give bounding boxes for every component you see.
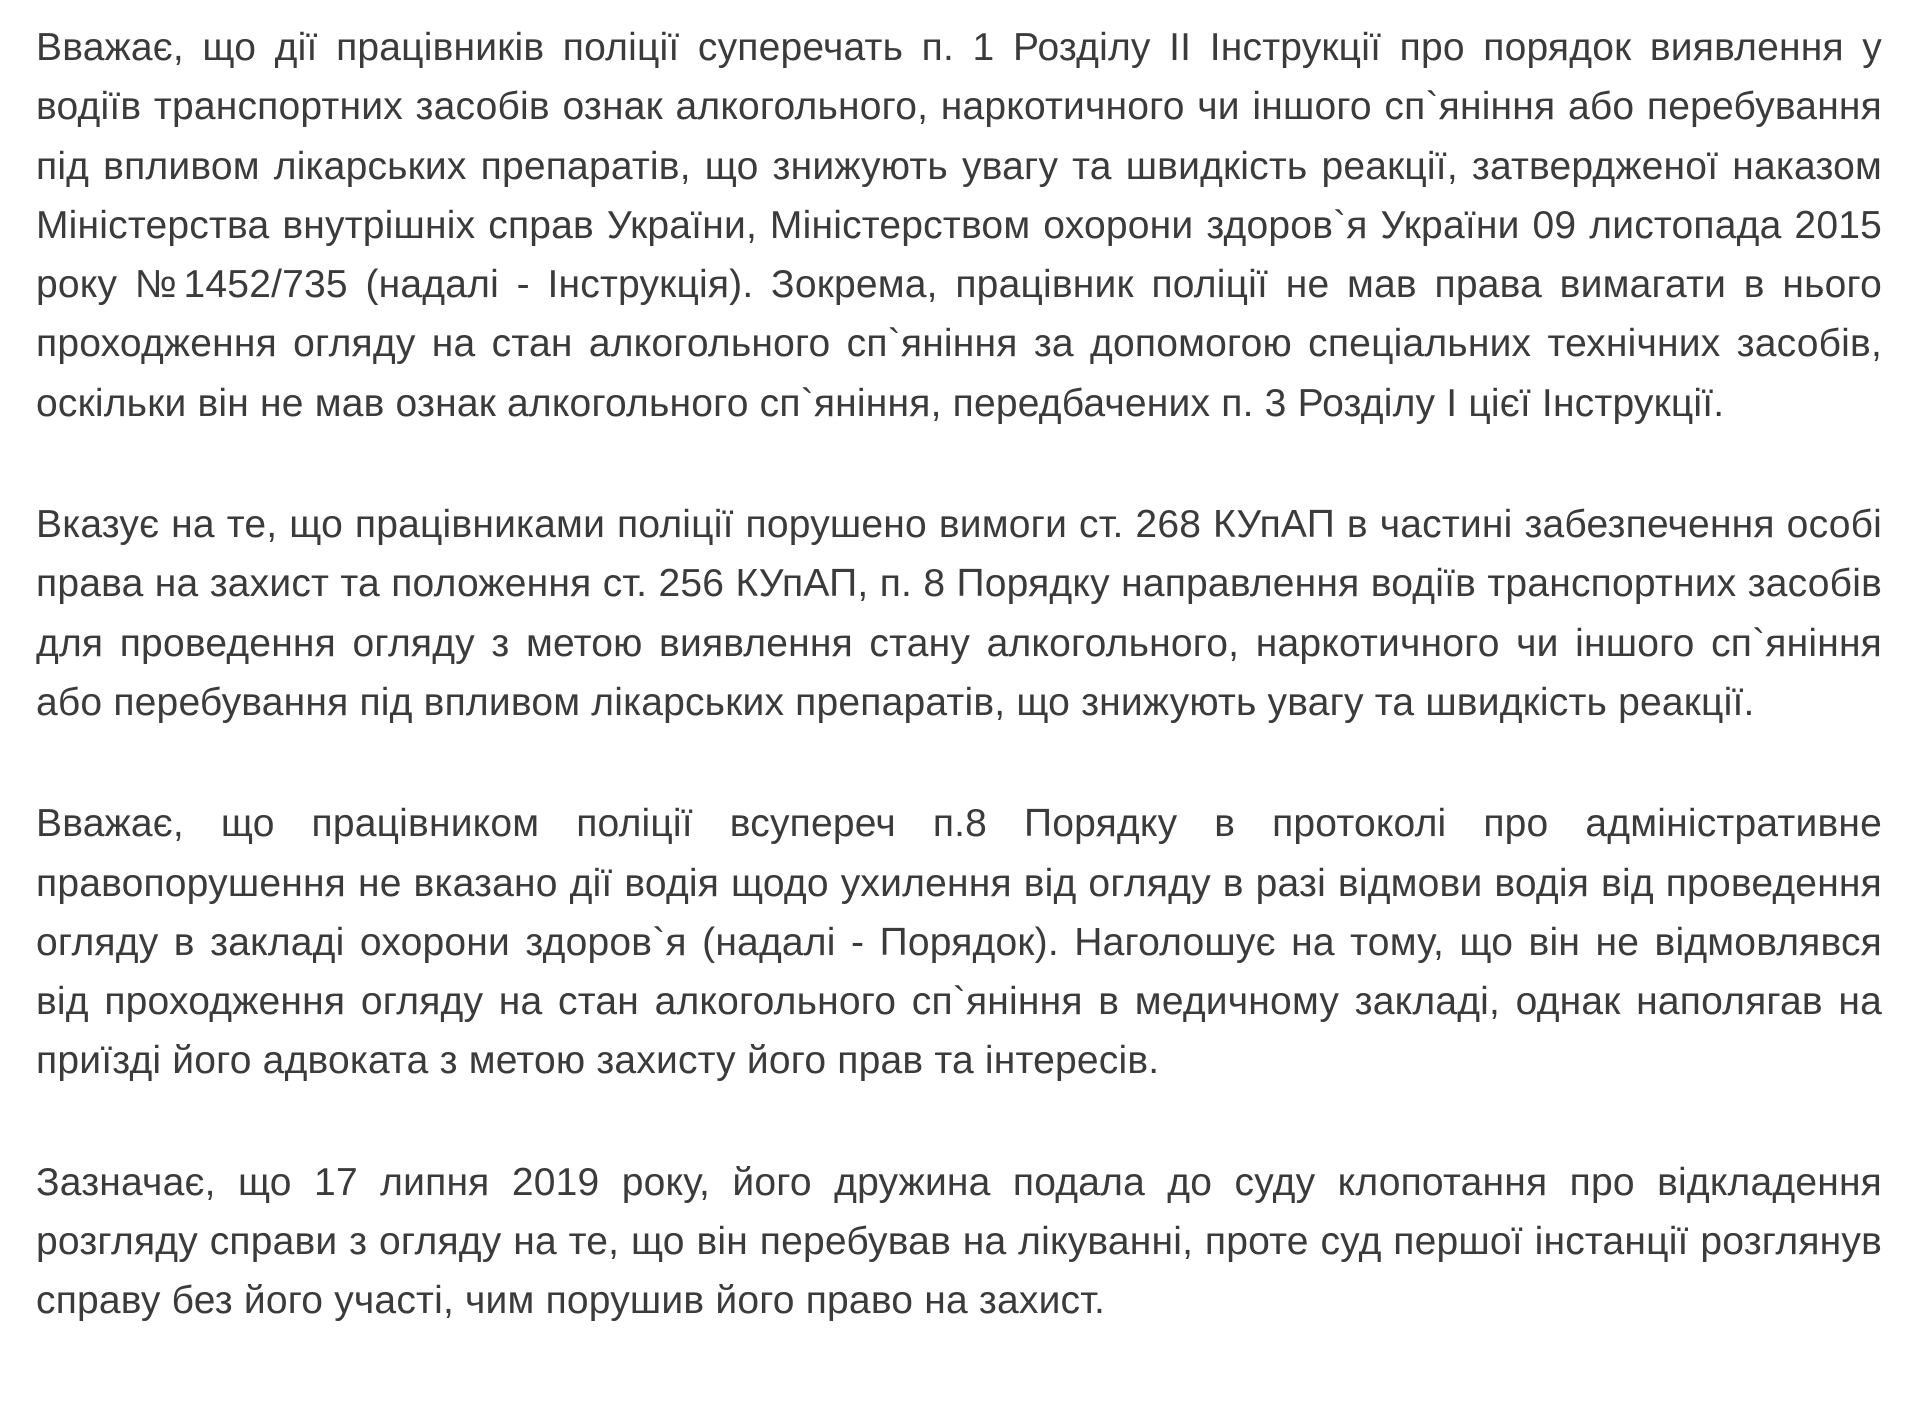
paragraph-2: Вказує на те, що працівниками поліції порушено вимоги ст. 268 КУпАП в частині забезпечення особі права на захист та положення ст. 256 КУпАП, п. 8 Порядку направлення водіїв транспортних засобів для проведення огляду з метою виявлення стану алкогольного, наркотичного чи іншого сп`яніння або перебування під впливом лікарських препаратів, що знижують увагу та швидкість реакції. bbox=[36, 503, 1882, 724]
paragraph-3: Вважає, що працівником поліції всупереч п.8 Порядку в протоколі про адміністративне правопорушення не вказано дії водія щодо ухилення від огляду в разі відмови водія від проведення огляду в закладі охорони здоров`я (надалі - Порядок). Наголошує на тому, що він не відмовлявся від проходження огляду на стан алкогольного сп`яніння в медичному закладі, однак наполягав на приїзді його адвоката з метою захисту його прав та інтересів. bbox=[36, 802, 1882, 1083]
paragraph-1: Вважає, що дії працівників поліції суперечать п. 1 Розділу ІІ Інструкції про порядок виявлення у водіїв транспортних засобів ознак алкогольного, наркотичного чи іншого сп`яніння або перебування під впливом лікарських препаратів, що знижують увагу та швидкість реакції, затвердженої наказом Міністерства внутрішніх справ України, Міністерством охорони здоров`я України 09 листопада 2015 року №1452/735 (надалі - Інструкція). Зокрема, працівник поліції не мав права вимагати в нього проходження огляду на стан алкогольного сп`яніння за допомогою спеціальних технічних засобів, оскільки він не мав ознак алкогольного сп`яніння, передбачених п. 3 Розділу І цієї Інструкції. bbox=[36, 26, 1882, 425]
document-body bbox=[36, 18, 1882, 1331]
paragraph-4: Зазначає, що 17 липня 2019 року, його дружина подала до суду клопотання про відкладення розгляду справи з огляду на те, що він перебував на лікуванні, проте суд першої інстанції розглянув справу без його участі, чим порушив його право на захист. bbox=[36, 1160, 1882, 1323]
